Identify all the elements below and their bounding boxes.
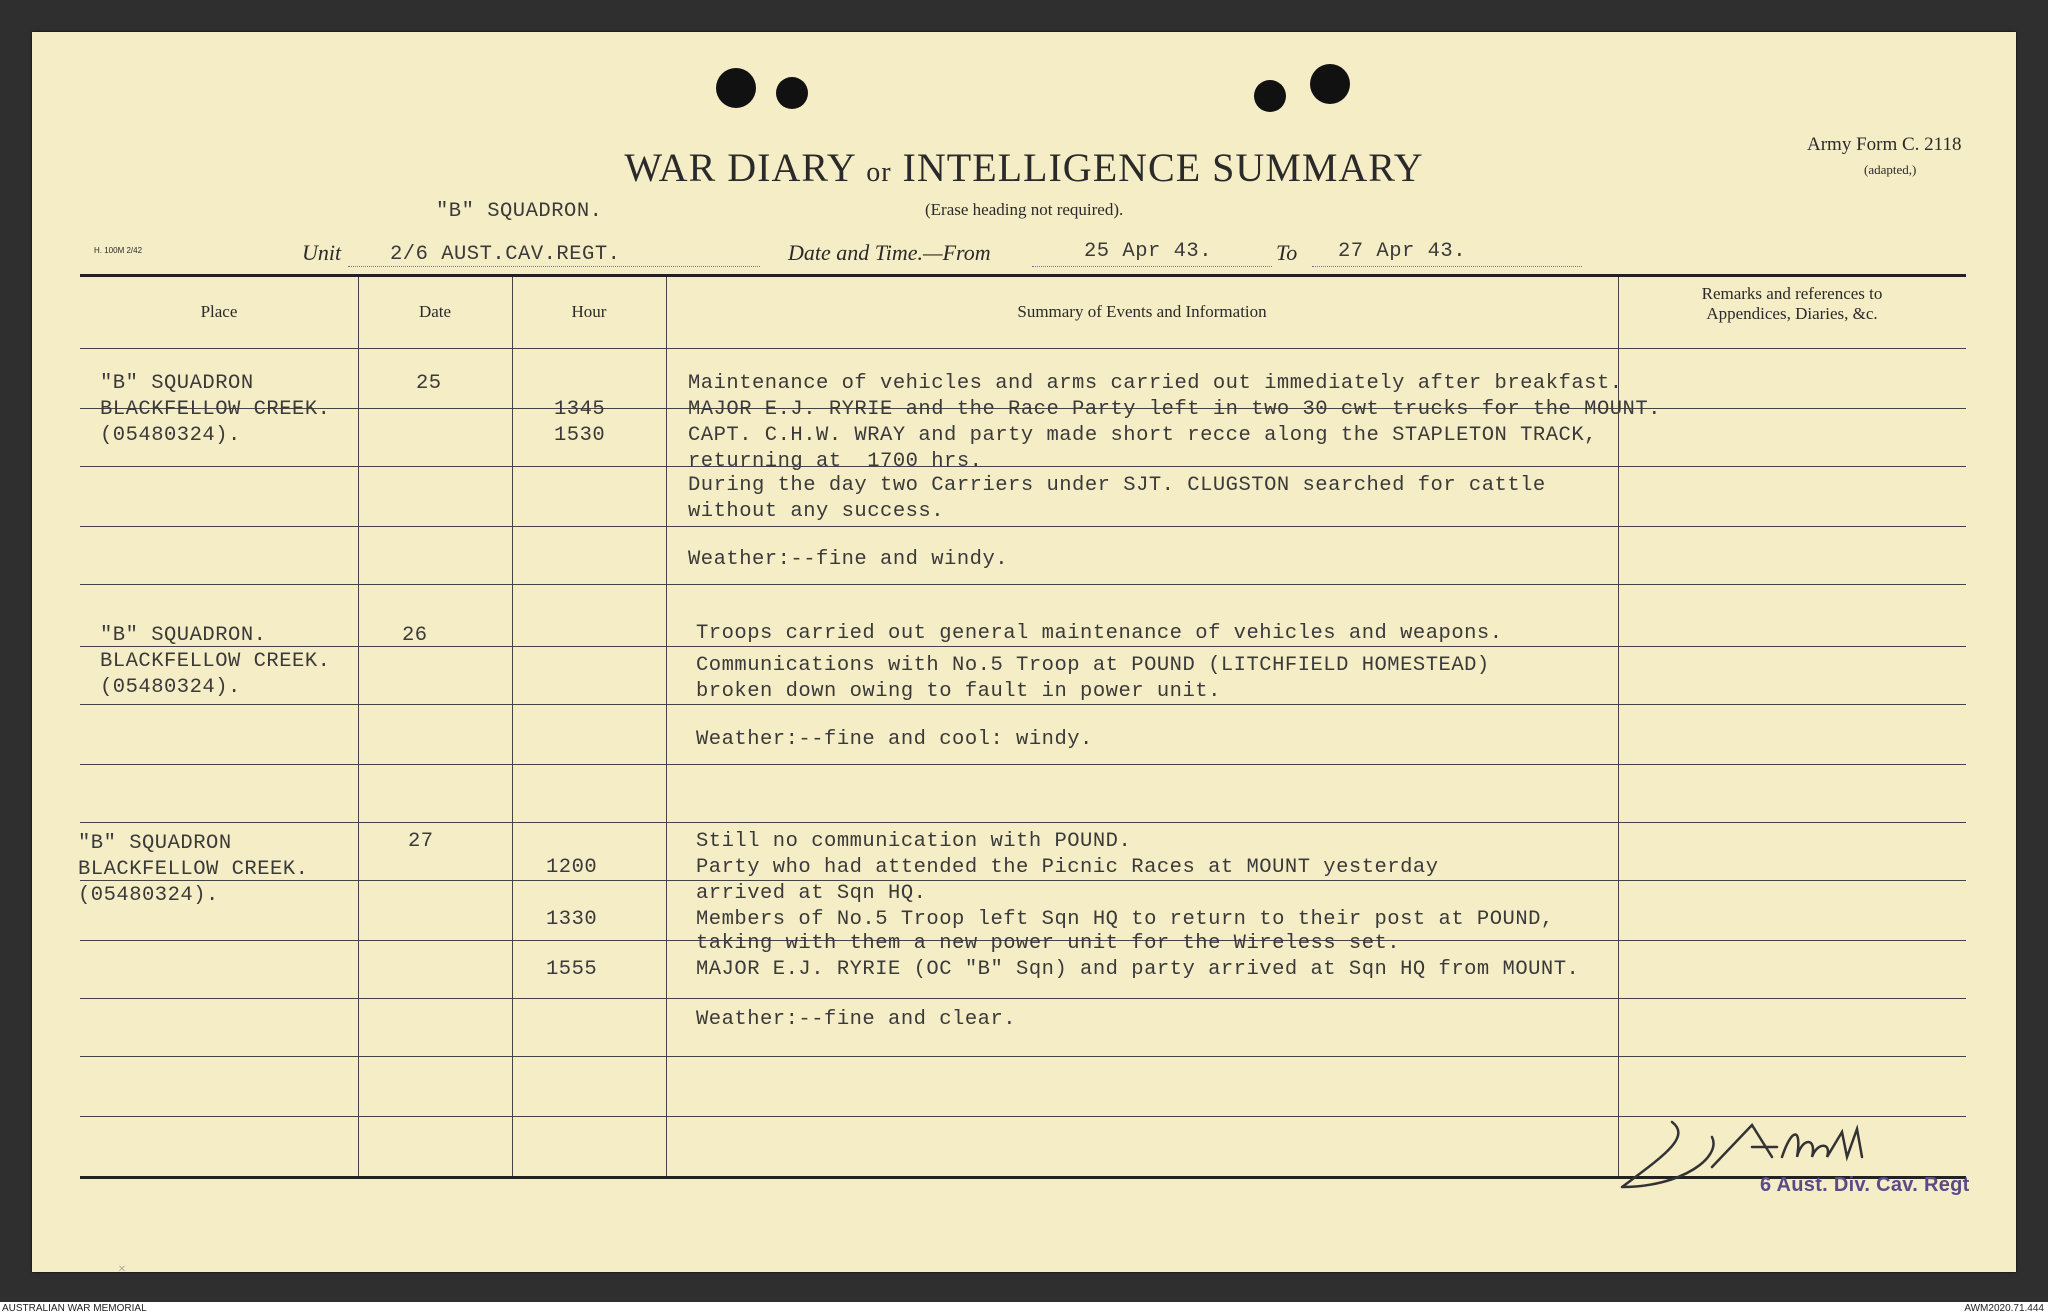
row-rule (80, 704, 1966, 705)
column-divider (358, 277, 359, 1176)
place-line: "B" SQUADRON (78, 832, 232, 855)
place-line: (05480324). (78, 884, 219, 907)
form-code: H. 100M 2/42 (94, 246, 143, 255)
row-rule (80, 1056, 1966, 1057)
place-line: BLACKFELLOW CREEK. (100, 398, 331, 421)
punch-hole (1310, 64, 1350, 104)
archive-footer (0, 1302, 2048, 1316)
place-line: "B" SQUADRON. (100, 624, 267, 647)
adapted-note: (adapted,) (1864, 162, 1917, 177)
summary-line: Troops carried out general maintenance of vehicles and weapons. (696, 622, 1503, 645)
entry-hour: 1200 (546, 856, 598, 879)
row-rule (80, 646, 1966, 647)
from-date: 25 Apr 43. (1084, 240, 1213, 263)
column-divider (512, 277, 513, 1176)
punch-hole (716, 68, 756, 108)
from-dotline (1032, 266, 1272, 267)
summary-line: taking with them a new power unit for the Wireless set. (696, 932, 1401, 955)
archive-reference: AWM2020.71.444 (1964, 1303, 2044, 1314)
summary-line: returning at 1700 hrs. (688, 450, 983, 473)
date-label: Date and Time.—From (788, 240, 991, 265)
place-line: (05480324). (100, 424, 241, 447)
entry-hour: 1330 (546, 908, 598, 931)
header-rule (80, 348, 1966, 349)
summary-line: Weather:--fine and cool: windy. (696, 728, 1093, 751)
column-header-remarks: Remarks and references to Appendices, Diaries, &c. (1701, 284, 1883, 323)
summary-line: Still no communication with POUND. (696, 830, 1132, 853)
place-line: "B" SQUADRON (100, 372, 254, 395)
row-rule (80, 584, 1966, 585)
place-line: BLACKFELLOW CREEK. (78, 858, 309, 881)
army-form-number: Army Form C. 2118 (1807, 134, 1962, 155)
entry-date: 25 (416, 372, 442, 395)
entry-date: 26 (402, 624, 428, 647)
summary-line: During the day two Carriers under SJT. CLUGSTON searched for cattle (688, 474, 1546, 497)
punch-hole (1254, 80, 1286, 112)
summary-line: Weather:--fine and clear. (696, 1008, 1017, 1031)
to-date: 27 Apr 43. (1338, 240, 1467, 263)
row-rule (80, 880, 1966, 881)
row-rule (80, 998, 1966, 999)
entry-date: 27 (408, 830, 434, 853)
unit-label: Unit (302, 240, 342, 265)
row-rule (80, 526, 1966, 527)
squadron-heading: "B" SQUADRON. (436, 200, 603, 223)
punch-hole (776, 77, 808, 109)
entry-hour: 1345 (554, 398, 606, 421)
entry-hour: 1555 (546, 958, 598, 981)
summary-line: broken down owing to fault in power unit. (696, 680, 1221, 703)
to-dotline (1312, 266, 1582, 267)
column-header-place: Place (200, 302, 238, 321)
summary-line: without any success. (688, 500, 945, 523)
summary-line: MAJOR E.J. RYRIE (OC "B" Sqn) and party arrived at Sqn HQ from MOUNT. (696, 958, 1580, 981)
summary-line: Weather:--fine and windy. (688, 548, 1009, 571)
row-rule (80, 822, 1966, 823)
entry-hour: 1530 (554, 424, 606, 447)
column-header-summary: Summary of Events and Information (1017, 302, 1267, 321)
place-line: BLACKFELLOW CREEK. (100, 650, 331, 673)
column-header-hour: Hour (571, 302, 607, 321)
row-rule (80, 466, 1966, 467)
column-divider (666, 277, 667, 1176)
page-title: WAR DIARY or INTELLIGENCE SUMMARY (624, 145, 1424, 190)
row-rule (80, 764, 1966, 765)
place-line: (05480324). (100, 676, 241, 699)
archive-name: AUSTRALIAN WAR MEMORIAL (2, 1303, 147, 1314)
summary-line: Maintenance of vehicles and arms carried out immediately after breakfast. (688, 372, 1623, 395)
summary-line: Communications with No.5 Troop at POUND (LITCHFIELD HOMESTEAD) (696, 654, 1490, 677)
summary-line: CAPT. C.H.W. WRAY and party made short recce along the STAPLETON TRACK, (688, 424, 1597, 447)
summary-line: MAJOR E.J. RYRIE and the Race Party left in two 30 cwt trucks for the MOUNT. (688, 398, 1661, 421)
to-label: To (1276, 240, 1298, 265)
table-top-border (80, 274, 1966, 277)
diary-page (32, 32, 2016, 1277)
unit-stamp: 6 Aust. Div. Cav. Regt (1760, 1174, 1970, 1196)
summary-line: Members of No.5 Troop left Sqn HQ to return to their post at POUND, (696, 908, 1554, 931)
summary-line: arrived at Sqn HQ. (696, 882, 927, 905)
stray-mark: × (118, 1262, 126, 1277)
unit-value: 2/6 AUST.CAV.REGT. (390, 243, 621, 266)
unit-dotline (348, 266, 760, 267)
summary-line: Party who had attended the Picnic Races at MOUNT yesterday (696, 856, 1439, 879)
erase-note: (Erase heading not required). (925, 200, 1124, 219)
column-header-date: Date (418, 302, 452, 321)
